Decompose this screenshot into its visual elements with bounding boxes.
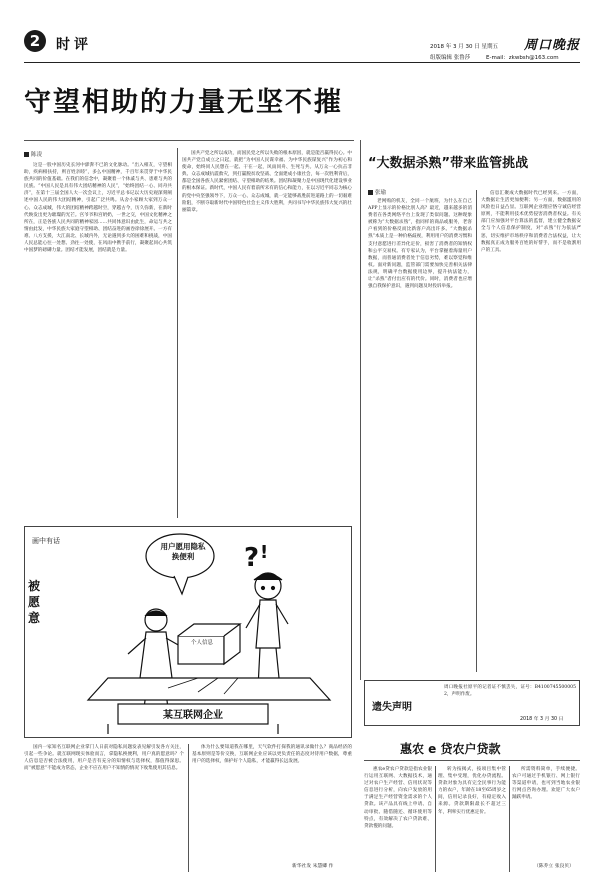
article3-signature: （陈乔立 张良贝）: [534, 864, 574, 869]
editor-line: 组版编辑 张鲁莎: [430, 55, 471, 61]
article3-col3: 所需资料简单，手续便捷。农户可通过手机银行、网上银行等渠道申请，也可到当地农业银行网点咨询办理。欢迎广大农户踊跃申请。: [512, 767, 580, 801]
article2-col2: 信息汇聚成大数据时代已经到来。一方面，大数据让生活更加便利；另一方面，数据滥用的风险也日益凸显。互联网企业理应恪守诚信经营原则，不能利用技术优势侵害消费者权益。有关部门应加强对平台算法的监督，建立健全数据安全与个人信息保护制度，对“杀熟”行为依法严惩，切实维护市场秩序和消费者合法权益，让大数据真正成为服务百姓的好帮手，而不是收割用户的工具。: [481, 191, 581, 253]
article2-col-divider: [476, 190, 477, 672]
paper-logo: 周口晚报: [524, 38, 581, 53]
cartoon-caption-left: 国内一家知名互联网企业掌门人日前对隐私问题发表见解引发各方关注，引起一些争论。就互联网现实体验而言，拿隐私换便利，用户真的愿意吗？个人信息是否被合法使用，用户是否有充分的知情权与选择权，都值得深思。而“被愿意”不能成为常态，企业不应在用户不知情的情况下收集使用其信息。: [24, 745, 184, 772]
page-number: 2: [29, 32, 41, 50]
main-headline: 守望相助的力量无坚不摧: [24, 87, 343, 118]
loss-notice-text: 周口晚报社原平的记者证不慎丢失，证号：B41007455000052，声明作废。: [444, 685, 576, 698]
loss-notice-title: 遗失声明: [372, 702, 412, 713]
main-byline: 陈凌: [24, 150, 42, 158]
email-line: E-mail：zkwbsh@163.com: [486, 55, 559, 61]
article3-col2: 转为按揭式，按项目集中管理、集中受理，优化办贷流程。贷款对象为具有完全民事行为能力的农户，年龄在18至65周岁之间，信用记录良好，有稳定收入来源。贷款期限最长不超过三年，利率实行优惠定价。: [438, 767, 506, 815]
header-rule: [24, 62, 580, 63]
loss-notice-date: 2018 年 3 月 30 日: [520, 717, 564, 722]
cartoon-caption-right: 体为什么要知道我在哪里，天气软件打探我的通讯录做什么？商品经济的基本原则是等价交换，互联网企业应该以更负责任的态度对待用户数据，尊重用户的选择权，保护好个人隐私，才能赢得长远发展。: [192, 745, 352, 765]
section-divider: [360, 140, 361, 680]
article3-headline: 惠农 e 贷农户贷款: [400, 742, 501, 756]
cartoon-signature: 新华社发 朱慧卿 作: [292, 864, 334, 869]
article2-headline: “大数据杀熟”带来监管挑战: [368, 156, 529, 171]
date-line: 2018 年 3 月 30 日 星期五: [430, 44, 498, 50]
column-two-body: 国共产党之所以成功，而国民党之所以失败的根本原因，就是能否赢得民心。中国共产党自成立之日起，就把“为中国人民谋幸福、为中华民族谋复兴”作为初心和使命，始终同人民想在一起、干在一起，风雨同舟、生死与共。从万众一心抗击非典、众志成城抗震救灾，到打赢脱贫攻坚战、全面建成小康社会，每一次胜利背后，都是全国各族人民紧密团结、守望相助的结果。团结和凝聚力是中国现代化建设事业的根本保证。新时代，中国人民有着前所未有的信心和能力，在以习近平同志为核心的党中央坚强领导下，万众一心、众志成城，就一定能够战胜前进道路上的一切艰难险阻，不断夺取新时代中国特色社会主义伟大胜利，共同书写中华民族伟大复兴的壮丽篇章。: [182, 151, 352, 213]
cartoon-drawing: [88, 534, 330, 734]
article2-col1: 老网购的机友，全同一个航班，为什么在自己APP上显示的价格比别人高？最近，越来越多的消费者在各类网络平台上发现了类似问题。这种现象被称为“大数据杀熟”，指同样的商品或服务，老客户看到的价格反而比新客户高出许多。“大数据杀熟”本质上是一种价格歧视，利用用户的消费习惯和支付意愿进行差异化定价，损害了消费者的知情权和公平交易权。有专家认为，平台掌握着海量用户数据，而普通消费者处于信息劣势，难以察觉和维权。面对新问题，监管部门需要加快完善相关法律法规，明确平台数据使用边界，提升执法能力，让“杀熟”者付出应有的代价。同时，消费者也应增强自我保护意识，遇到问题及时投诉举报。: [368, 199, 472, 290]
cartoon-side-title: 被愿意: [28, 579, 41, 625]
caption-divider: [188, 744, 189, 872]
article3-rule: [364, 760, 580, 761]
cartoon-speech-bubble: 用户愿用隐私换便利: [160, 542, 206, 561]
cartoon-paper-label: 个人信息: [190, 640, 213, 646]
cartoon-sign: 某互联网企业: [163, 710, 223, 721]
section-title: 时评: [56, 37, 92, 53]
column-divider: [177, 148, 178, 518]
cartoon-label: 画中有话: [32, 537, 60, 545]
article2-byline: 张瑜: [368, 188, 386, 196]
article3-divider-2: [509, 766, 510, 872]
article3-col1: 惠农e贷农户贷款是指农业银行运用互联网、大数据技术，通过对农户生产经营、信用状况等信息进行分析，向农户发放的用于满足生产经营资金需求的个人贷款。该产品具有线上申请、自动审批、随借随还、循环使用等特点，有效解决了农户贷款难、贷款慢的问题。: [364, 767, 432, 829]
article3-divider-1: [435, 766, 436, 872]
svg-text:!: !: [260, 542, 269, 563]
headline-rule: [24, 140, 354, 141]
svg-text:?: ?: [244, 543, 260, 573]
main-article-body: 这是一股中国历史长河中澎湃不已的文化脉动。“出入相友，守望相助，疾病相扶持，则百姓亲睦”，多么中国精神，千百年来贯穿于中华民族共同的价值基础。在我们的信念中，凝聚着一个休戚与共、患难与共的民族。“中国人民是具有伟大团结精神的人民”，“始终团结一心、同舟共济”，在第十三届全国人大一次会议上，习近平总书记以大历史观深刻阐述中国人民的伟大团结精神，引起广泛共鸣。从舍小家顾大家到万众一心、众志成城，伟大的团结精神跨越时空，穿越古今，历久弥新，在新时代焕发出更为璀璨的光芒。宫爷爷和宫奶奶，一世之交，中国文化精神之所在，正是各族人民共同的精神家园……共同体意识由此生，命运与共之情由此发，中华民族大家庭守望相助、团结奋进的画卷徐徐展开。一方有难、八方支援，大江南北、长城内外，无论遇到多大的困难和挑战，中国人民总能心往一处想、劲往一处使，在风雨中携手前行，凝聚起同心共筑中国梦的磅礴力量。团结才能发展，团结就是力量。: [24, 163, 172, 254]
